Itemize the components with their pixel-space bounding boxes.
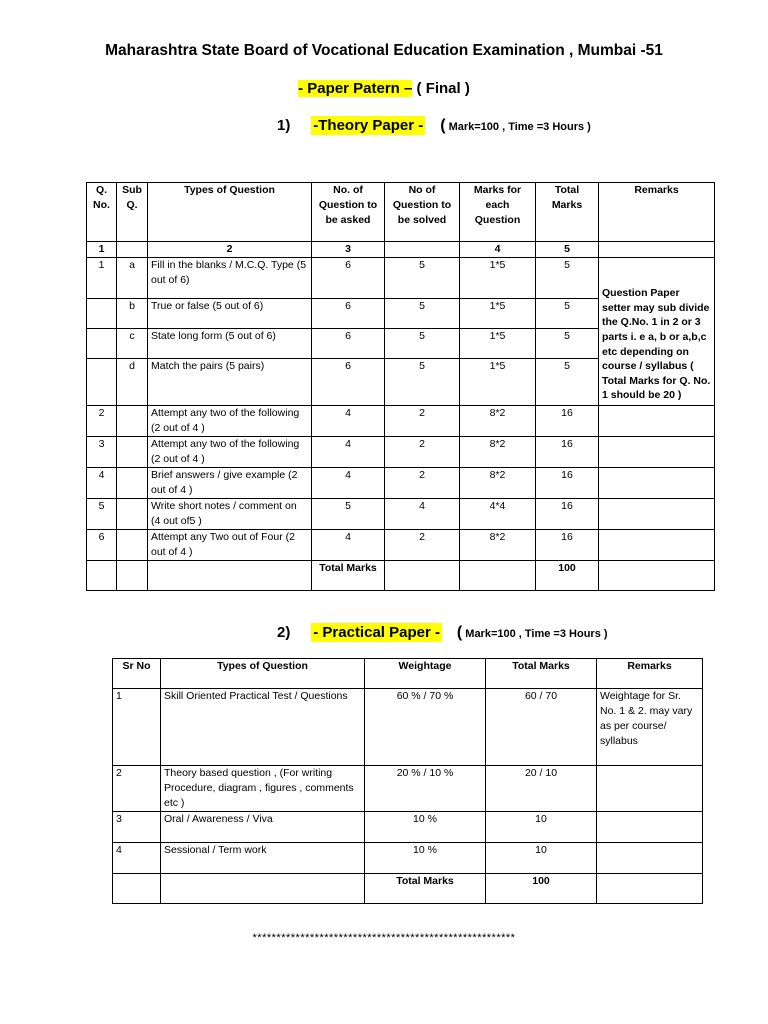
q-no: 5 xyxy=(87,499,117,530)
no-asked: 4 xyxy=(312,468,385,499)
paper-pattern-label: - Paper Patern – xyxy=(298,80,413,97)
header-marks-each: Marks for each Question xyxy=(460,183,536,242)
remarks-cell xyxy=(599,468,715,499)
sub-q: b xyxy=(117,299,148,329)
total-marks: 5 xyxy=(536,299,599,329)
no-asked: 6 xyxy=(312,258,385,299)
question-type: True or false (5 out of 6) xyxy=(148,299,312,329)
total-marks: 16 xyxy=(536,499,599,530)
question-type: Write short notes / comment on (4 out of5 ) xyxy=(148,499,312,530)
header-total-marks: Total Marks xyxy=(536,183,599,242)
table-row xyxy=(87,406,715,437)
sub-q xyxy=(117,406,148,437)
practical-section-heading xyxy=(277,624,608,642)
col-number: 4 xyxy=(460,242,536,258)
total-marks: 10 xyxy=(486,843,597,874)
theory-section-number: 1) xyxy=(277,117,291,134)
marks-each: 8*2 xyxy=(460,406,536,437)
weightage: 10 % xyxy=(365,812,486,843)
total-marks-label: Total Marks xyxy=(365,874,486,904)
no-solved: 4 xyxy=(385,499,460,530)
total-marks-value: 100 xyxy=(486,874,597,904)
header-no-solved: No of Question to be solved xyxy=(385,183,460,242)
practical-header-row xyxy=(113,659,703,689)
q-no: 3 xyxy=(87,437,117,468)
col-number: 2 xyxy=(148,242,312,258)
no-solved: 5 xyxy=(385,329,460,359)
q-no: 6 xyxy=(87,530,117,561)
theory-paren: ( xyxy=(440,117,446,134)
document-title: Maharashtra State Board of Vocational Education Examination , Mumbai -51 xyxy=(105,42,663,59)
practical-section-number: 2) xyxy=(277,624,291,641)
q-no xyxy=(87,299,117,329)
no-solved: 2 xyxy=(385,468,460,499)
q-no xyxy=(87,329,117,359)
sub-q xyxy=(117,437,148,468)
no-asked: 4 xyxy=(312,406,385,437)
remarks-cell xyxy=(599,437,715,468)
remarks xyxy=(597,766,703,812)
paper-pattern-subtitle xyxy=(0,80,768,97)
header-remarks: Remarks xyxy=(597,659,703,689)
total-marks: 5 xyxy=(536,359,599,406)
marks-each: 1*5 xyxy=(460,359,536,406)
q-no: 2 xyxy=(87,406,117,437)
sub-q: a xyxy=(117,258,148,299)
marks-each: 1*5 xyxy=(460,299,536,329)
practical-paper-title: - Practical Paper - xyxy=(313,624,440,641)
question-type: Attempt any two of the following (2 out of 4 ) xyxy=(148,437,312,468)
table-row xyxy=(87,437,715,468)
sub-q: d xyxy=(117,359,148,406)
q-no: 1 xyxy=(87,258,117,299)
col-number xyxy=(117,242,148,258)
header-types-of-question: Types of Question xyxy=(148,183,312,242)
footer-asterisk-rule: ******************************************************* xyxy=(252,932,516,944)
sr-no: 4 xyxy=(113,843,161,874)
no-asked: 5 xyxy=(312,499,385,530)
total-marks: 16 xyxy=(536,437,599,468)
table-row xyxy=(113,689,703,766)
table-row xyxy=(87,530,715,561)
col-number: 5 xyxy=(536,242,599,258)
header-weightage: Weightage xyxy=(365,659,486,689)
total-marks-value: 100 xyxy=(536,561,599,591)
practical-total-row xyxy=(113,874,703,904)
table-row xyxy=(87,258,715,299)
total-marks-label: Total Marks xyxy=(312,561,385,591)
header-no-asked: No. of Question to be asked xyxy=(312,183,385,242)
no-solved: 2 xyxy=(385,437,460,468)
sr-no: 2 xyxy=(113,766,161,812)
marks-each: 1*5 xyxy=(460,329,536,359)
table-row xyxy=(87,499,715,530)
paper-pattern-final: ( Final ) xyxy=(412,80,470,97)
total-marks: 16 xyxy=(536,530,599,561)
sr-no: 3 xyxy=(113,812,161,843)
remarks: Weightage for Sr. No. 1 & 2. may vary as per course/ syllabus xyxy=(597,689,703,766)
q-no xyxy=(87,359,117,406)
no-asked: 4 xyxy=(312,437,385,468)
remarks-cell xyxy=(599,499,715,530)
column-number-row xyxy=(87,242,715,258)
question-type: Skill Oriented Practical Test / Questions xyxy=(161,689,365,766)
q-no: 4 xyxy=(87,468,117,499)
sub-q xyxy=(117,468,148,499)
marks-each: 1*5 xyxy=(460,258,536,299)
no-asked: 6 xyxy=(312,299,385,329)
theory-section-heading xyxy=(277,117,591,135)
marks-each: 8*2 xyxy=(460,437,536,468)
no-solved: 2 xyxy=(385,406,460,437)
no-asked: 6 xyxy=(312,359,385,406)
practical-paper-table xyxy=(112,658,703,904)
header-q-no: Q. No. xyxy=(87,183,117,242)
total-marks: 16 xyxy=(536,468,599,499)
table-row xyxy=(113,812,703,843)
col-number: 1 xyxy=(87,242,117,258)
question-type: Sessional / Term work xyxy=(161,843,365,874)
remarks-cell xyxy=(599,530,715,561)
col-number: 3 xyxy=(312,242,385,258)
weightage: 60 % / 70 % xyxy=(365,689,486,766)
question-type: Fill in the blanks / M.C.Q. Type (5 out of 6) xyxy=(148,258,312,299)
table-row xyxy=(87,468,715,499)
total-marks: 20 / 10 xyxy=(486,766,597,812)
no-asked: 6 xyxy=(312,329,385,359)
remarks xyxy=(597,843,703,874)
remarks xyxy=(597,812,703,843)
question-type: Oral / Awareness / Viva xyxy=(161,812,365,843)
sr-no: 1 xyxy=(113,689,161,766)
weightage: 20 % / 10 % xyxy=(365,766,486,812)
no-asked: 4 xyxy=(312,530,385,561)
question-type: State long form (5 out of 6) xyxy=(148,329,312,359)
theory-total-row xyxy=(87,561,715,591)
weightage: 10 % xyxy=(365,843,486,874)
theory-header-row xyxy=(87,183,715,242)
question-type: Attempt any two of the following (2 out of 4 ) xyxy=(148,406,312,437)
no-solved: 5 xyxy=(385,299,460,329)
question-type: Attempt any Two out of Four (2 out of 4 ) xyxy=(148,530,312,561)
total-marks: 5 xyxy=(536,258,599,299)
theory-paper-title: -Theory Paper - xyxy=(313,117,424,134)
q1-remarks: Question Paper setter may sub divide the Q.No. 1 in 2 or 3 parts i. e a, b or a,b,c etc depending on course / syllabus ( Total Marks for Q. No. 1 should be 20 ) xyxy=(599,258,715,406)
marks-each: 8*2 xyxy=(460,530,536,561)
question-type: Match the pairs (5 pairs) xyxy=(148,359,312,406)
header-total-marks: Total Marks xyxy=(486,659,597,689)
table-row xyxy=(113,843,703,874)
sub-q xyxy=(117,499,148,530)
total-marks: 16 xyxy=(536,406,599,437)
total-marks: 5 xyxy=(536,329,599,359)
no-solved: 5 xyxy=(385,258,460,299)
col-number xyxy=(599,242,715,258)
table-row xyxy=(113,766,703,812)
total-marks: 60 / 70 xyxy=(486,689,597,766)
sub-q xyxy=(117,530,148,561)
remarks-cell xyxy=(599,406,715,437)
question-type: Theory based question , (For writing Procedure, diagram , figures , comments etc ) xyxy=(161,766,365,812)
practical-paper-info: Mark=100 , Time =3 Hours ) xyxy=(462,628,608,640)
no-solved: 5 xyxy=(385,359,460,406)
marks-each: 8*2 xyxy=(460,468,536,499)
theory-paper-info: Mark=100 , Time =3 Hours ) xyxy=(445,121,591,133)
question-type: Brief answers / give example (2 out of 4 ) xyxy=(148,468,312,499)
header-types-of-question: Types of Question xyxy=(161,659,365,689)
marks-each: 4*4 xyxy=(460,499,536,530)
header-remarks: Remarks xyxy=(599,183,715,242)
header-sub-q: Sub Q. xyxy=(117,183,148,242)
col-number xyxy=(385,242,460,258)
sub-q: c xyxy=(117,329,148,359)
no-solved: 2 xyxy=(385,530,460,561)
practical-paren: ( xyxy=(456,624,463,641)
theory-paper-table xyxy=(86,182,715,591)
header-sr-no: Sr No xyxy=(113,659,161,689)
total-marks: 10 xyxy=(486,812,597,843)
